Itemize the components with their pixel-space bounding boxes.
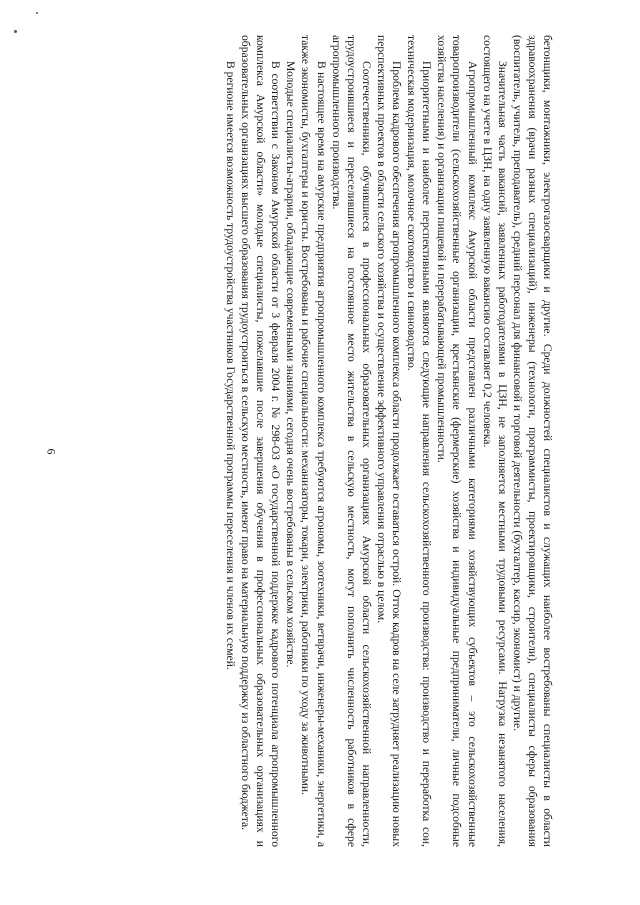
paragraph: В настоящее время на амурские предприятия агропромышленного комплекса требуются агрономы, зоотехники, ветврачи, инженеры-механики, энергетики, а также экономисты, бухгалтеры и юристы. Востребованы и рабочие специальности: механизаторы, токари, электрики, работники по уходу за животными. [299,35,328,847]
paragraph: бетонщики, монтажники, электрогазосварщики и другие. Среди должностей специалистов и служащих наиболее востребованы специалисты в области здравоохранения (врачи разных специализаций), инженеры (технологи, программисты, проектировщики, строители), специалисты сферы образования (воспитатель, учитель, преподаватель), средний персонал для финансовой и торговой деятельности (бухгалтер, кассир, экономист) и другие. [510,35,554,847]
paragraph: Соотечественники, обучившиеся в профессиональных образовательных организациях Амурской области сельскохозяйственной направленности, трудоустроившиеся и переселившиеся на постоянное место жительства в сельскую местность, могут пополнить численность работников в сфере агропромышленного производства. [329,35,373,847]
rotated-text-body [85,35,555,847]
scan-speck [14,30,17,33]
paragraph: Приоритетными и наиболее перспективными являются следующие направления сельскохозяйственного производства: производство и переработка сои, техническая модернизация, молочное скотоводство и свиноводство. [405,35,434,847]
paragraph: Значительная часть вакансий, заявленных работодателями в ЦЗН, не заполняется местными трудовыми ресурсами. Нагрузка незанятого населения, состоящего на учете в ЦЗН, на одну заявленную вакансию составляет 0,2 человека. [480,35,509,847]
page-number: 6 [44,448,59,455]
paragraph: Молодые специалисты-аграрии, обладающие современными знаниями, сегодня очень востребованы в сельском хозяйстве. [284,61,298,668]
paragraph: В регионе имеется возможность трудоустройства участников Государственной программы переселения и членов их семей. [224,61,238,670]
scan-speck [36,12,38,14]
paragraph: Агропромышленный комплекс Амурской области представлен различными категориями хозяйствующих субъектов – это сельскохозяйственные товаропроизводители (сельскохозяйственные организации, крестьянские (фермерские) хозяйства и индивидуальные предприниматели, личные подсобные хозяйства населения) и организации пищевой и перерабатывающей промышленности. [435,35,479,847]
paragraph: Проблема кадрового обеспечения агропромышленного комплекса области продолжает оставаться острой. Отток кадров на селе затрудняет реализацию новых перспективных проектов в области сельского хозяйства и осуществление эффективного управления отраслью в целом. [374,35,404,847]
paragraph: В соответствии с Законом Амурской области от 3 февраля 2004 г. № 298-ОЗ «О государственной поддержке кадрового потенциала агропромышленного комплекса Амурской области» молодые специалисты, пожелавшие после завершения обучения в профессиональных образовательных организациях и образовательных организациях высшего образования трудоустроиться в сельскую местность, имеют право на материальную поддержку из областного бюджета. [239,35,283,847]
